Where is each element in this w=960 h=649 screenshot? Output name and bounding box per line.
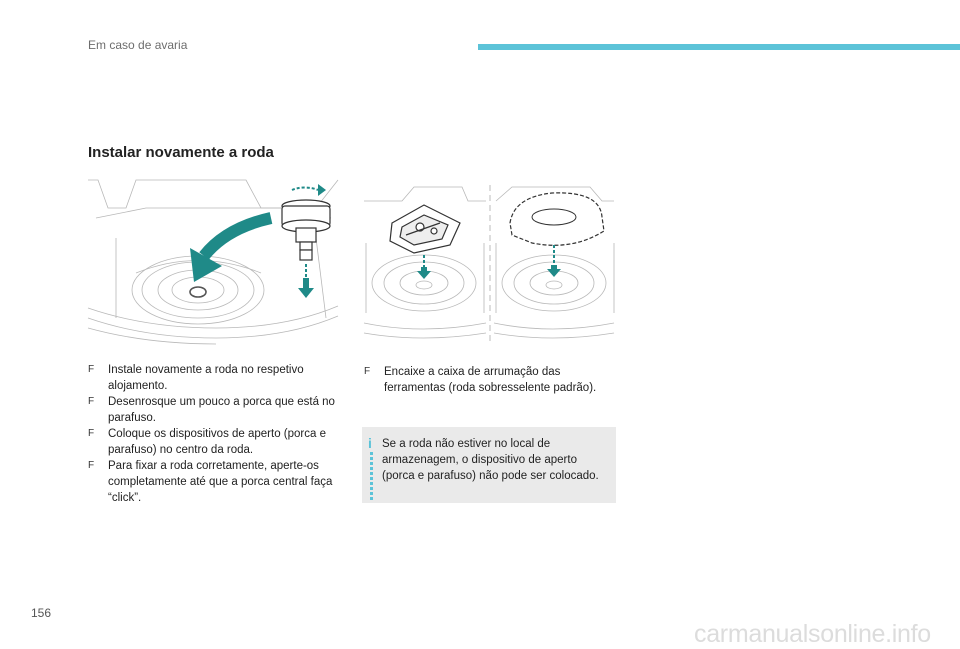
arrow-bullet-icon: F xyxy=(88,428,95,439)
list-item: F Para fixar a roda corretamente, aperte-os completamente até que a porca central faça “click”. xyxy=(88,460,333,504)
arrow-bullet-icon: F xyxy=(364,366,371,377)
list-item: F Desenrosque um pouco a porca que está no parafuso. xyxy=(88,396,335,424)
info-note xyxy=(362,427,616,503)
page-header-bar xyxy=(478,44,960,50)
watermark: carmanualsonline.info xyxy=(694,620,931,648)
install-steps-list xyxy=(88,362,340,506)
toolbox-steps-list xyxy=(364,364,616,396)
list-item: F Instale novamente a roda no respetivo alojamento. xyxy=(88,364,304,392)
list-item: F Encaixe a caixa de arrumação das ferramentas (roda sobresselente padrão). xyxy=(364,366,597,394)
toolbox-install-illustration xyxy=(362,183,616,345)
arrow-bullet-icon: F xyxy=(88,396,95,407)
wheel-install-illustration xyxy=(86,178,340,346)
arrow-bullet-icon: F xyxy=(88,364,95,375)
info-icon: i xyxy=(368,435,372,451)
section-title: Instalar novamente a roda xyxy=(88,144,274,161)
arrow-bullet-icon: F xyxy=(88,460,95,471)
page-number: 156 xyxy=(31,606,52,620)
list-item: F Coloque os dispositivos de aperto (porca e parafuso) no centro da roda. xyxy=(88,428,326,456)
page-header-title: Em caso de avaria xyxy=(88,38,188,52)
info-note-text: Se a roda não estiver no local de armazenagem, o dispositivo de aperto (porca e parafuso) não pode ser colocado. xyxy=(382,438,599,482)
